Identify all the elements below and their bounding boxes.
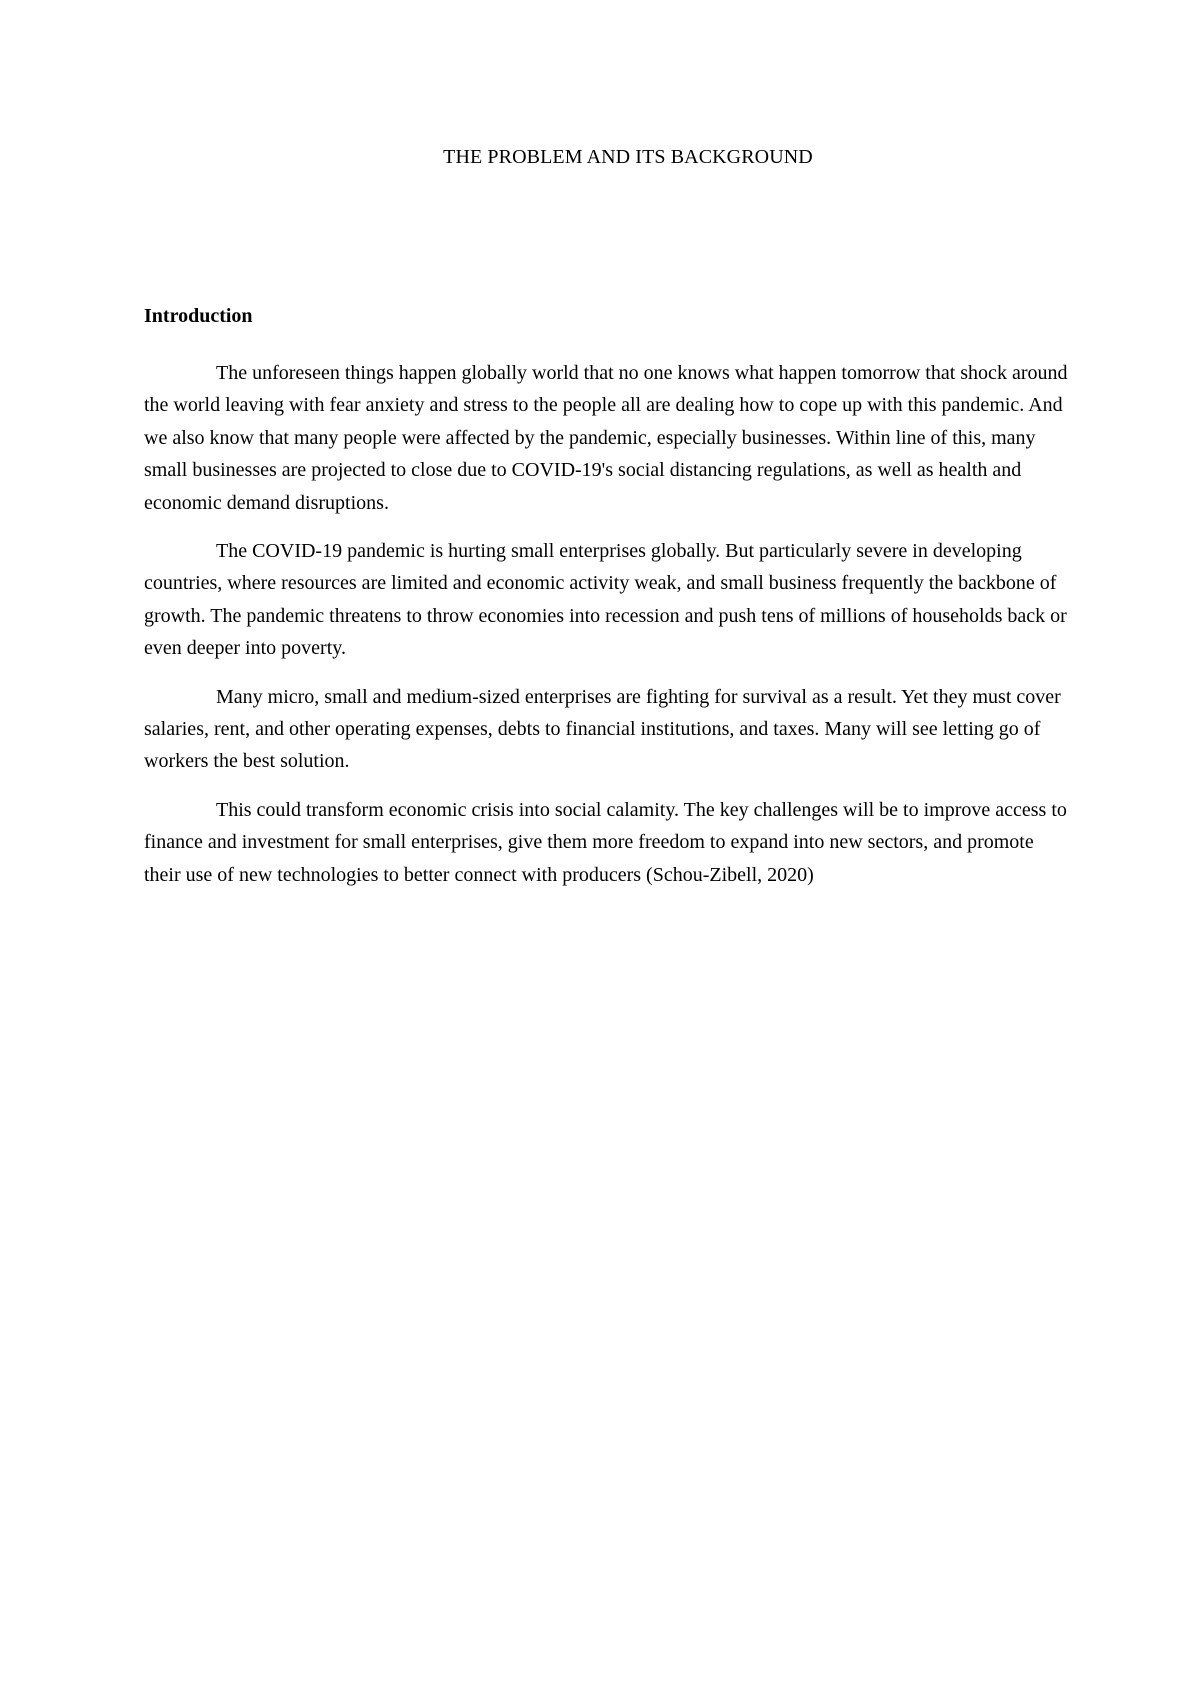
paragraph-3: Many micro, small and medium-sized enterprises are fighting for survival as a result. Yet they must cover salaries, rent, and other operating expenses, debts to financial institutions, and taxes. Many will see letting go of workers the best solution. (144, 685, 1061, 773)
section-heading-introduction: Introduction (144, 305, 253, 327)
paragraph-4: This could transform economic crisis into social calamity. The key challenges will be to improve access to finance and investment for small enterprises, give them more freedom to expand into new sectors, and promote their use of new technologies to better connect with producers (Schou-Zibell, 2020) (144, 798, 1067, 886)
paragraph-2: The COVID-19 pandemic is hurting small enterprises globally. But particularly severe in developing countries, where resources are limited and economic activity weak, and small business frequently the backbone of growth. The pandemic threatens to throw economies into recession and push tens of millions of households back or even deeper into poverty. (144, 540, 1067, 660)
document-title: THE PROBLEM AND ITS BACKGROUND (443, 146, 813, 168)
body-text (144, 357, 1069, 907)
paragraph-1: The unforeseen things happen globally world that no one knows what happen tomorrow that shock around the world leaving with fear anxiety and stress to the people all are dealing how to cope up with this pandemic. And we also know that many people were affected by the pandemic, especially businesses. Within line of this, many small businesses are projected to close due to COVID-19's social distancing regulations, as well as health and economic demand disruptions. (144, 362, 1068, 514)
